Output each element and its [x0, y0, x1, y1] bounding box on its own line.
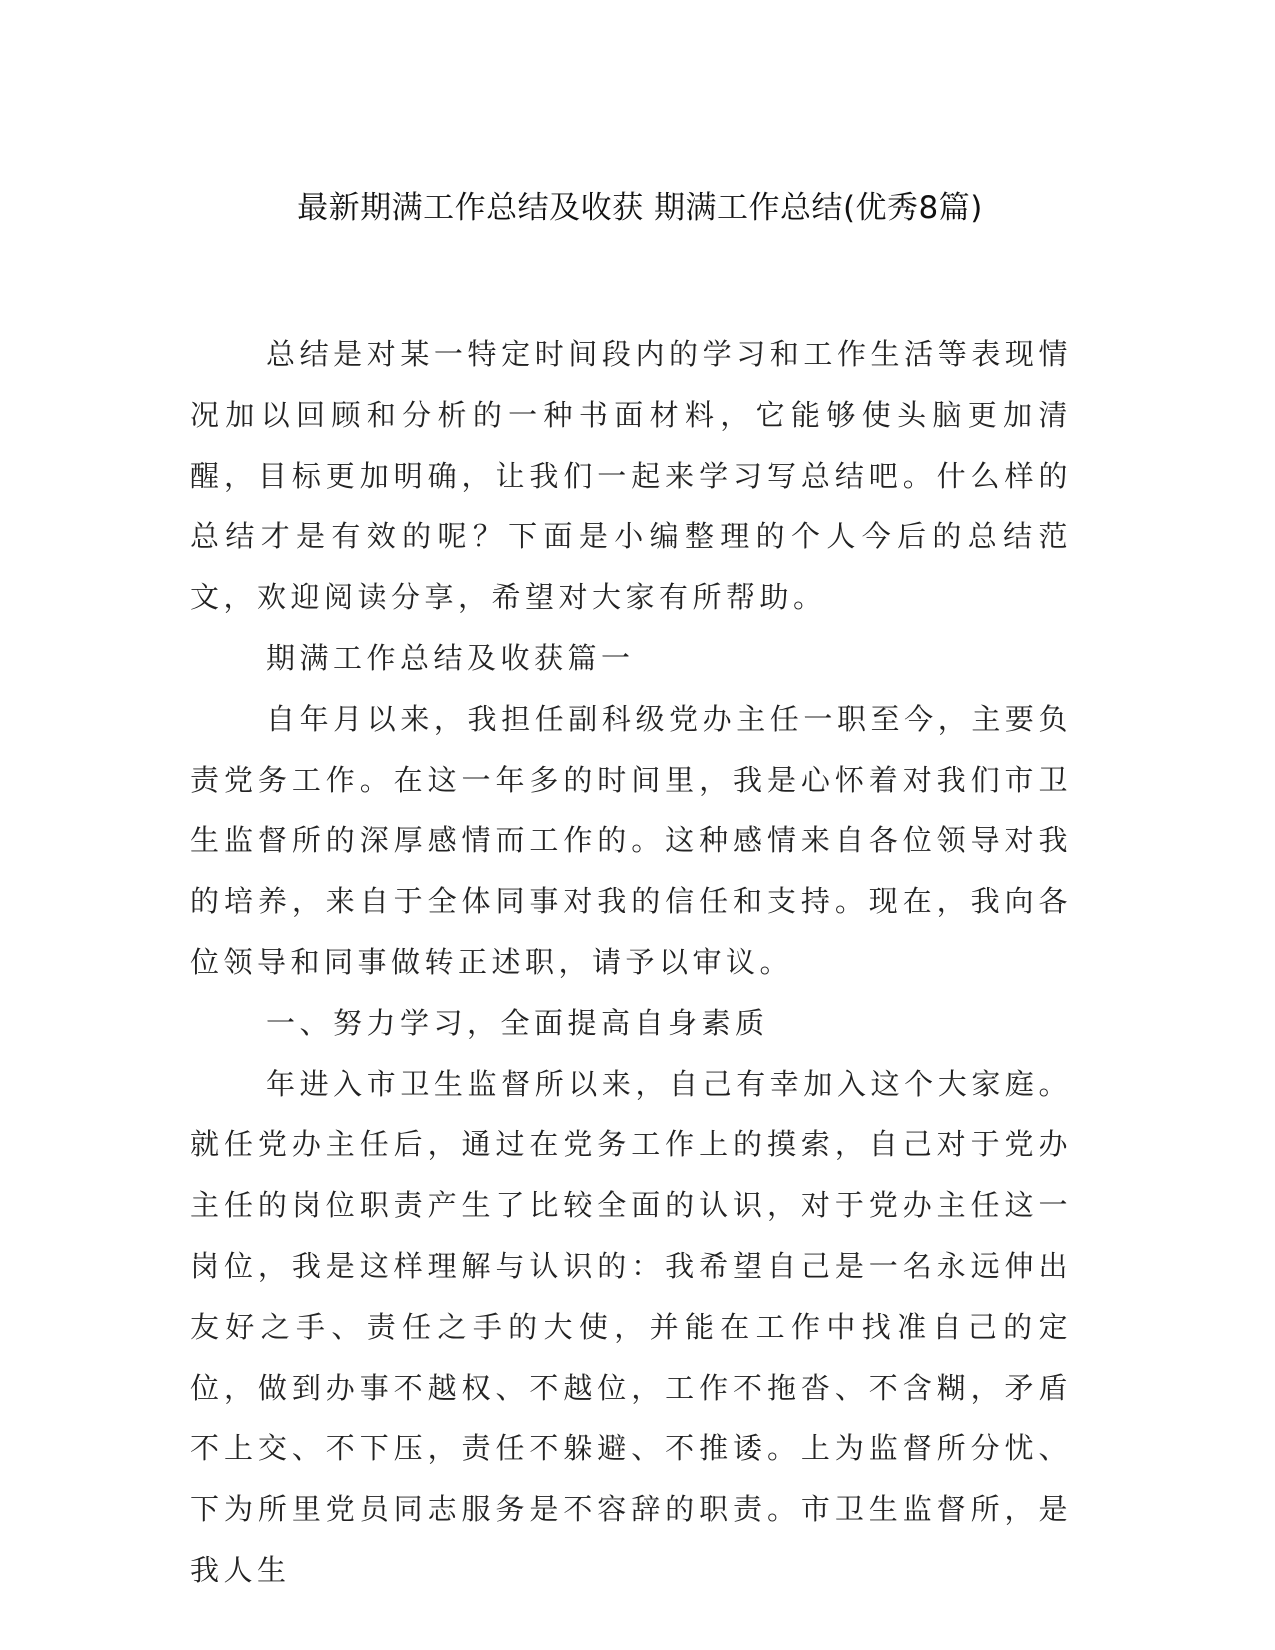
document-body	[190, 324, 1072, 1601]
subsection-heading: 一、努力学习，全面提高自身素质	[266, 1005, 769, 1040]
document-title: 最新期满工作总结及收获 期满工作总结(优秀8篇)	[297, 190, 983, 226]
intro-paragraph: 总结是对某一特定时间段内的学习和工作生活等表现情况加以回顾和分析的一种书面材料，它能够使头脑更加清醒，目标更加明确，让我们一起来学习写总结吧。什么样的总结才是有效的呢？下面是小编整理的个人今后的总结范文，欢迎阅读分享，希望对大家有所帮助。	[190, 337, 1072, 615]
body-paragraph: 自年月以来，我担任副科级党办主任一职至今，主要负责党务工作。在这一年多的时间里，我是心怀着对我们市卫生监督所的深厚感情而工作的。这种感情来自各位领导对我的培养，来自于全体同事对我的信任和支持。现在，我向各位领导和同事做转正述职，请予以审议。	[190, 701, 1072, 979]
body-paragraph: 年进入市卫生监督所以来，自己有幸加入这个大家庭。就任党办主任后，通过在党务工作上的摸索，自己对于党办主任的岗位职责产生了比较全面的认识，对于党办主任这一岗位，我是这样理解与认识的：我希望自己是一名永远伸出友好之手、责任之手的大使，并能在工作中找准自己的定位，做到办事不越权、不越位，工作不拖沓、不含糊，矛盾不上交、不下压，责任不躲避、不推诿。上为监督所分忧、下为所里党员同志服务是不容辞的职责。市卫生监督所，是我人生	[190, 1066, 1072, 1587]
section-heading-part-one: 期满工作总结及收获篇一	[266, 640, 635, 675]
